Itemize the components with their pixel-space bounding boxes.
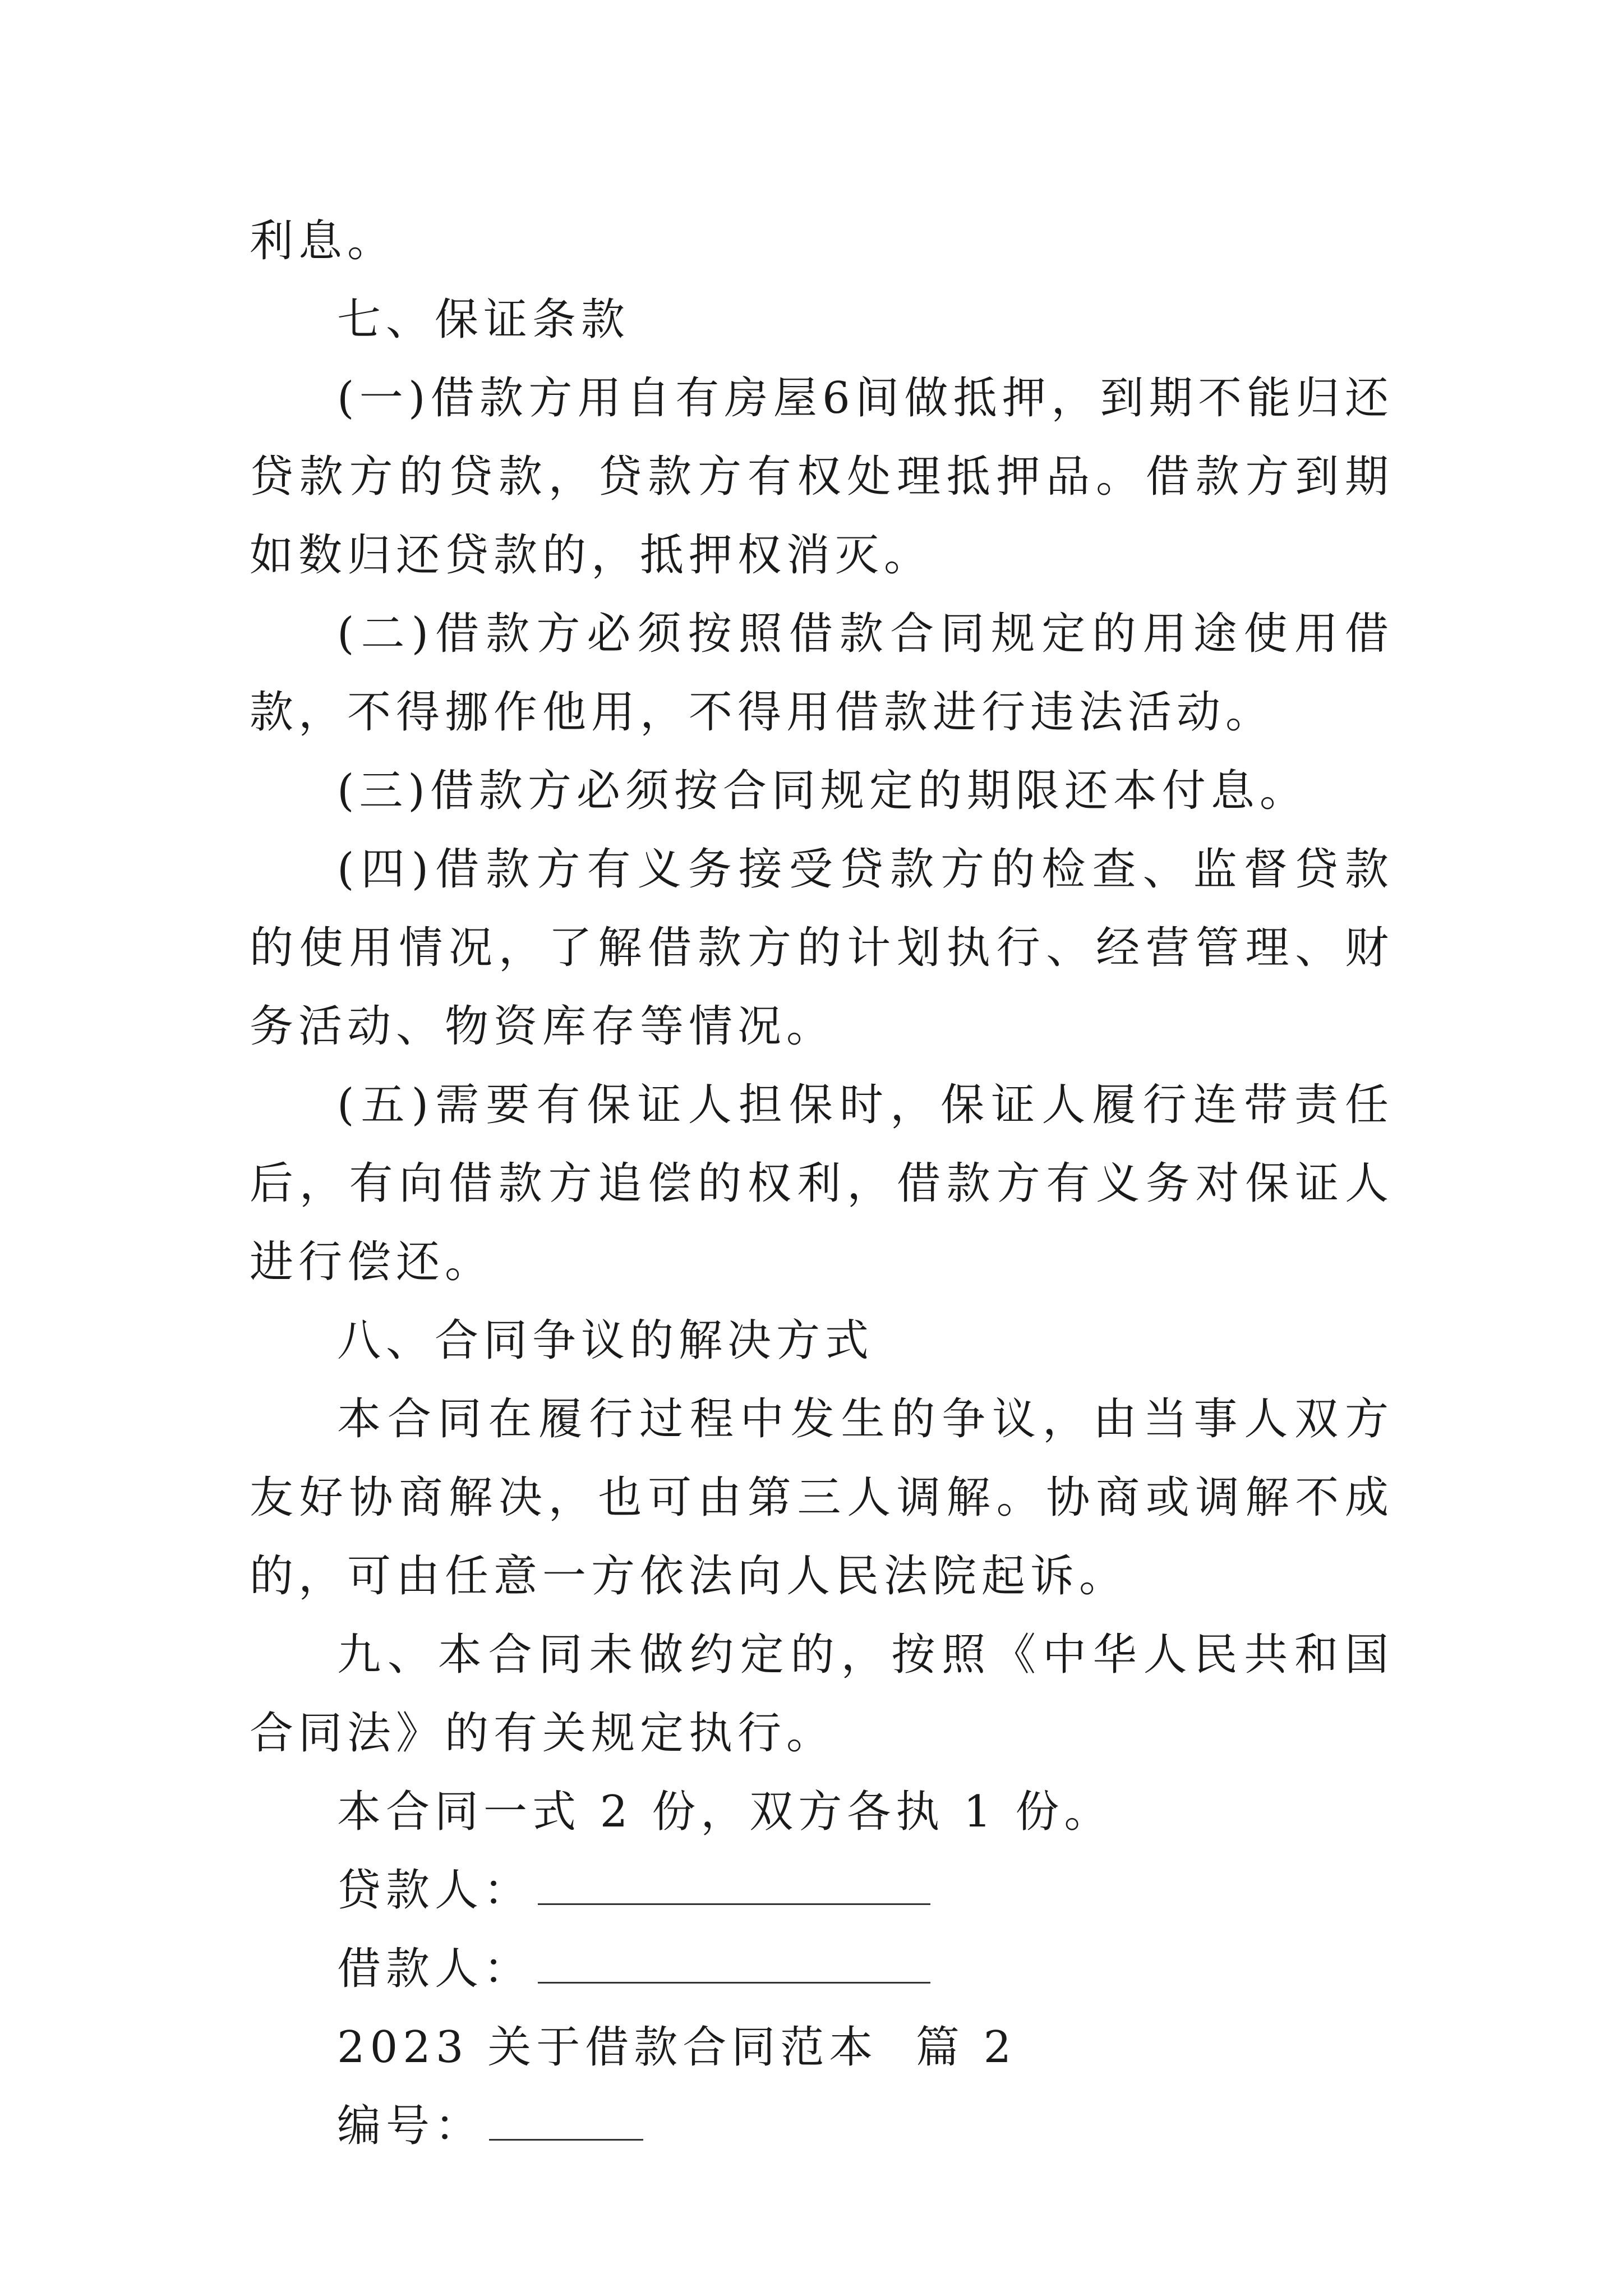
paragraph-applicable-law: 九、本合同未做约定的，按照《中华人民共和国合同法》的有关规定执行。 bbox=[250, 1630, 1394, 1759]
section-2-title: 2023 关于借款合同范本 篇 2 bbox=[337, 2022, 1017, 2073]
document-body bbox=[250, 202, 1394, 2165]
lender-signature-line[interactable] bbox=[538, 1870, 930, 1905]
clause-1-mortgage: (一)借款方用自有房屋6间做抵押，到期不能归还贷款方的贷款，贷款方有权处理抵押品。借款方到期如数归还贷款的，抵押权消灭。 bbox=[250, 373, 1394, 581]
clause-5-guarantor: (五)需要有保证人担保时，保证人履行连带责任后，有向借款方追偿的权利，借款方有义务对保证人进行偿还。 bbox=[250, 1080, 1394, 1287]
clause-2-usage: (二)借款方必须按照借款合同规定的用途使用借款，不得挪作他用，不得用借款进行违法活动。 bbox=[250, 609, 1394, 738]
paragraph-dispute: 本合同在履行过程中发生的争议，由当事人双方友好协商解决，也可由第三人调解。协商或调解不成的，可由任意一方依法向人民法院起诉。 bbox=[250, 1394, 1394, 1602]
clause-4-inspection: (四)借款方有义务接受贷款方的检查、监督贷款的使用情况，了解借款方的计划执行、经营管理、财务活动、物资库存等情况。 bbox=[250, 844, 1394, 1052]
contract-number-row bbox=[250, 2087, 1394, 2165]
heading-guarantee-clause: 七、保证条款 bbox=[337, 295, 630, 345]
borrower-label: 借款人： bbox=[337, 1944, 533, 1994]
borrower-signature-line[interactable] bbox=[538, 1948, 930, 1984]
paragraph-interest: 利息。 bbox=[250, 216, 396, 266]
heading-dispute-resolution: 八、合同争议的解决方式 bbox=[337, 1315, 874, 1366]
contract-number-line[interactable] bbox=[489, 2105, 643, 2141]
borrower-signature-row bbox=[250, 1930, 1394, 2008]
paragraph-copies: 本合同一式 2 份，双方各执 1 份。 bbox=[337, 1787, 1113, 1837]
lender-signature-row bbox=[250, 1851, 1394, 1930]
clause-3-repayment: (三)借款方必须按合同规定的期限还本付息。 bbox=[337, 766, 1308, 816]
contract-number-label: 编号： bbox=[337, 2101, 484, 2151]
lender-label: 贷款人： bbox=[337, 1865, 533, 1916]
